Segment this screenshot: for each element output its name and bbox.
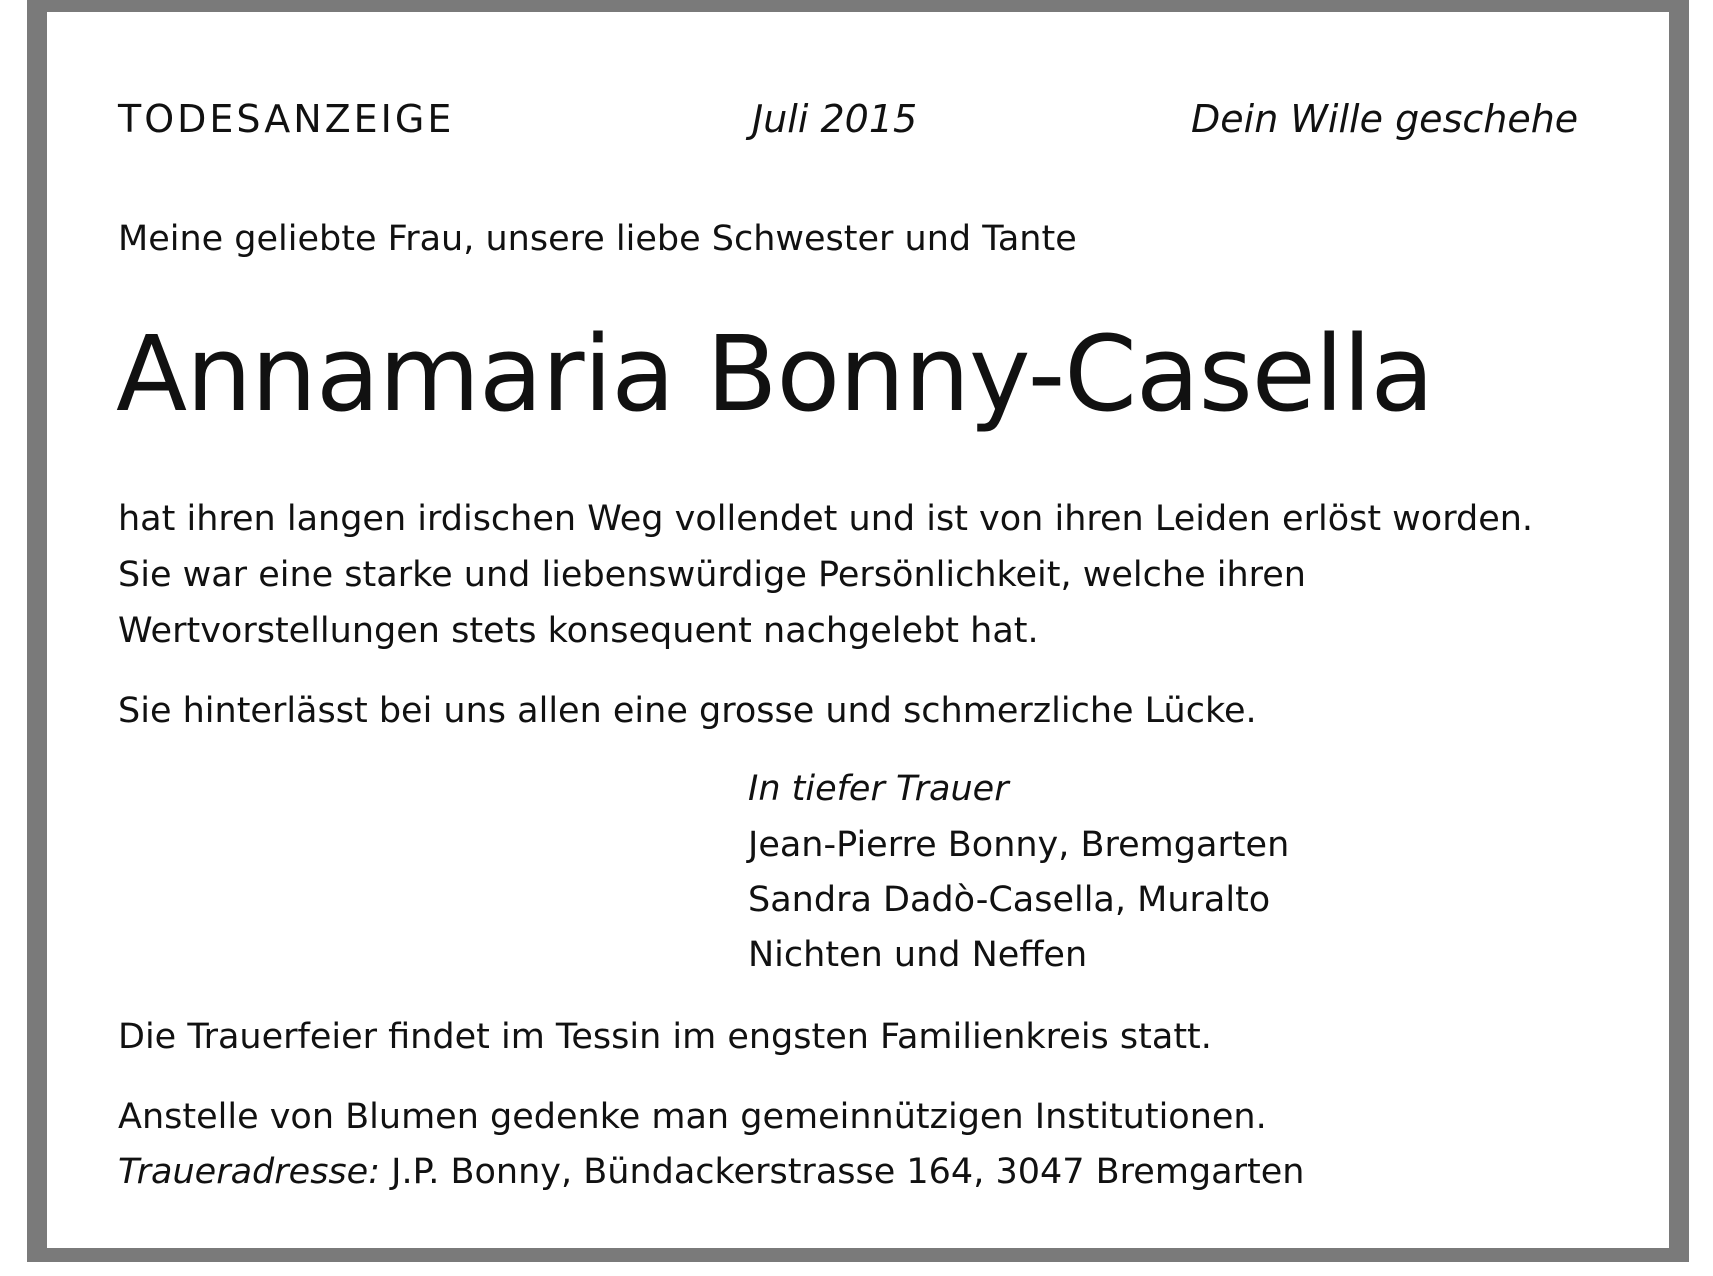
intro-line: Meine geliebte Frau, unsere liebe Schwester und Tante [118,219,1077,259]
notice-type-label: TODESANZEIGE [118,97,455,141]
flowers-line: Anstelle von Blumen gedenke man gemeinnützigen Institutionen. [118,1097,1267,1137]
body-line-1: hat ihren langen irdischen Weg vollendet und ist von ihren Leiden erlöst worden. [118,499,1534,539]
mourner-name-2: Sandra Dadò-Casella, Muralto [748,880,1271,920]
notice-date: Juli 2015 [752,97,918,141]
address-label: Traueradresse: [118,1152,380,1192]
ceremony-line: Die Trauerfeier findet im Tessin im engsten Familienkreis statt. [118,1017,1212,1057]
deceased-name: Annamaria Bonny-Casella [116,313,1434,435]
loss-line: Sie hinterlässt bei uns allen eine grosse und schmerzliche Lücke. [118,691,1257,731]
body-line-2: Sie war eine starke und liebenswürdige Persönlichkeit, welche ihren [118,555,1306,595]
address-line [118,1152,1305,1192]
address-value: J.P. Bonny, Bündackerstrasse 164, 3047 Bremgarten [391,1152,1305,1192]
mourner-name-3: Nichten und Neffen [748,935,1088,975]
notice-motto: Dein Wille geschehe [1191,97,1579,141]
mourner-name-1: Jean-Pierre Bonny, Bremgarten [748,825,1290,865]
body-line-3: Wertvorstellungen stets konsequent nachgelebt hat. [118,611,1039,651]
mourning-heading: In tiefer Trauer [748,769,1009,809]
